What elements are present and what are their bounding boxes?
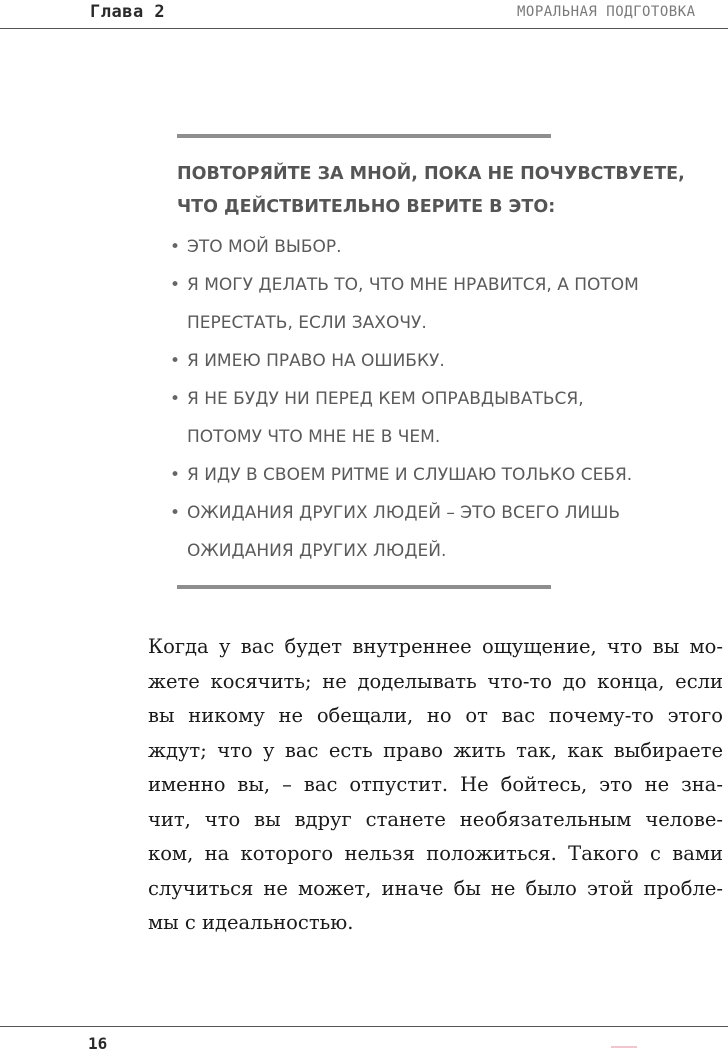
bullet-icon: • [170, 237, 181, 257]
list-item-text: Я ИМЕЮ ПРАВО НА ОШИБКУ. [187, 351, 445, 371]
paragraph-line: случиться не может, иначе бы не было этой пробле- [148, 876, 723, 900]
list-item-text: Я НЕ БУДУ НИ ПЕРЕД КЕМ ОПРАВДЫВАТЬСЯ, ПОТОМУ ЧТО МНЕ НЕ В ЧЕМ. [187, 389, 584, 447]
body-paragraph [148, 630, 723, 941]
paragraph-line: ком, на которого нельзя положиться. Такого с вами [148, 842, 723, 865]
paragraph-line: ждут; что у вас есть право жить так, как выбираете [148, 738, 723, 762]
box-title-line: ЧТО ДЕЙСТВИТЕЛЬНО ВЕРИТЕ В ЭТО: [177, 197, 556, 217]
bullet-icon: • [170, 389, 181, 409]
list-item-text: ЭТО МОЙ ВЫБОР. [187, 237, 342, 257]
bullet-icon: • [170, 465, 181, 485]
scan-mark [611, 1046, 637, 1048]
list-item [170, 494, 728, 570]
list-item [170, 456, 728, 494]
bullet-icon: • [170, 275, 181, 295]
paragraph-line: жете косячить; не доделывать что-то до конца, если [148, 669, 723, 693]
list-item-text: Я МОГУ ДЕЛАТЬ ТО, ЧТО МНЕ НРАВИТСЯ, А ПОТОМ ПЕРЕСТАТЬ, ЕСЛИ ЗАХОЧУ. [187, 275, 639, 333]
box-bottom-rule [177, 585, 551, 589]
box-top-rule [177, 134, 551, 138]
box-title-line: ПОВТОРЯЙТЕ ЗА МНОЙ, ПОКА НЕ ПОЧУВСТВУЕТЕ, [177, 164, 685, 184]
bullet-icon: • [170, 503, 181, 523]
paragraph-line: именно вы, – вас отпустит. Не бойтесь, это не зна- [148, 773, 723, 796]
affirmation-box-title [177, 158, 728, 224]
page-number: 16 [88, 1034, 108, 1053]
list-item [170, 342, 728, 380]
list-item-text: Я ИДУ В СВОЕМ РИТМЕ И СЛУШАЮ ТОЛЬКО СЕБЯ. [187, 465, 633, 485]
section-title: МОРАЛЬНАЯ ПОДГОТОВКА [517, 4, 696, 20]
list-item [170, 228, 728, 266]
paragraph-line: вы никому не обещали, но от вас почему-то этого [148, 704, 723, 727]
bullet-icon: • [170, 351, 181, 371]
paragraph-line: мы с идеальностью. [148, 911, 354, 934]
footer-rule [0, 1026, 728, 1027]
affirmation-list [170, 228, 728, 570]
list-item-text: ОЖИДАНИЯ ДРУГИХ ЛЮДЕЙ – ЭТО ВСЕГО ЛИШЬ ОЖИДАНИЯ ДРУГИХ ЛЮДЕЙ. [187, 503, 621, 561]
running-header [0, 0, 728, 29]
chapter-label: Глава 2 [90, 2, 166, 22]
list-item [170, 266, 728, 342]
paragraph-line: чит, что вы вдруг станете необязательным челове- [148, 807, 723, 831]
list-item [170, 380, 728, 456]
paragraph-line: Когда у вас будет внутреннее ощущение, что вы мо- [148, 635, 723, 658]
